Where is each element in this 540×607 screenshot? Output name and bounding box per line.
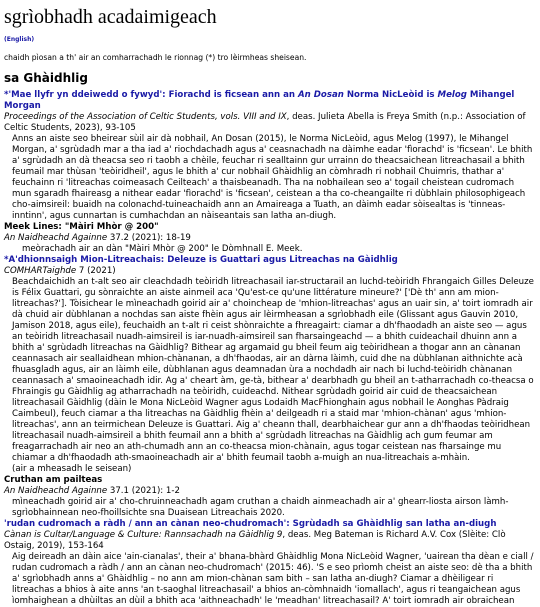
entry-note: (air a mheasadh le seisean): [12, 464, 132, 474]
section-heading: sa Ghàidhlig: [4, 71, 88, 85]
entry-source-rest: 37.2 (2021): 18-19: [107, 233, 191, 243]
entry-title: Cruthan am pailteas: [4, 475, 103, 485]
entry-title[interactable]: [4, 519, 536, 530]
entry-title-link[interactable]: *A'dhionnsaigh Mion-Litreachais: Deleuze is Guattari agus Litreachas na Gàidhlig: [4, 255, 398, 265]
english-link[interactable]: (English): [4, 36, 35, 43]
entry-source-rest: 37.1 (2021): 1-2: [107, 486, 180, 496]
entry-title-part[interactable]: Mihangel Morgan: [4, 90, 515, 111]
entry-title-link[interactable]: 'rudan cudromach a ràdh / ann an cànan neo-chudromach': Sgrùdadh sa Ghàidhlig san latha an-diugh: [4, 519, 497, 529]
publication-entry: [4, 90, 536, 222]
entry-abstract: mìneachadh goirid air a' cho-chruinneachadh agam cruthan a chaidh ainmeachadh air a' ghearr-liosta airson làmh-sgrìobhainnean neo-fhoillsichte sna Duaisean Litreachais 2020.: [12, 497, 509, 518]
entry-source-rest: , deas. Meg Bateman is Richard A.V. Cox (Slèite: Clò Ostaig, 2019), 153-164: [4, 530, 506, 551]
entry-source-italic: An Naidheachd Againne: [4, 486, 108, 496]
entry-source-rest: , deas. Julieta Abella is Freya Smith (n.p.: Association of Celtic Students, 2023), 93-105: [4, 112, 526, 133]
entry-abstract: Aig deireadh an dàin aice 'ain-cianalas', their a' bhana-bhàrd Ghàidhlig Mona NicLeòid Wagner, 'uairean tha dèan e ciall / rudan cudromach a ràdh / ann an cànan neo-chudromach' (2015: 46). 'S e seo prìomh cheist an aiste seo: dè tha a bhith a' sgrìobhadh anns a' Ghàidhlig – no ann am mion-chànan sam bith – san latha an-diugh? Ciamar a dhèiligear ri litreachas a bhios à aite anns 'an t-saoghal litreachasail' a bhios an-còmhnaidh 'iomallach', agus ri teangaichean agus ìomhaighean a dhùiltas an dùil a bhith aca 'aithneachadh' le 'meadhan' litreachasail? A' toirt iomradh air obraichean: [12, 552, 534, 606]
entry-title-italic[interactable]: Melog: [437, 90, 467, 100]
entry-source-rest: 7 (2021): [76, 266, 116, 276]
intro-text: chaidh pìosan a th' air an comharrachadh le rionnag (*) tro lèirmheas sheisean.: [4, 53, 307, 62]
entry-source: [4, 233, 536, 244]
publication-entry: [4, 519, 536, 607]
english-language-link[interactable]: [4, 34, 536, 45]
entry-source-italic: COMHARTaighde: [4, 266, 77, 276]
entry-source: [4, 530, 536, 552]
entry-source: [4, 112, 536, 134]
entry-title-italic[interactable]: An Dosan: [298, 90, 344, 100]
entry-source: [4, 486, 536, 497]
page-title: sgrìobhadh acadaimigeach: [4, 6, 217, 28]
entry-abstract: Beachdaichidh an t-alt seo air cleachdadh teòiridh litreachasail iar-structarail an luchd-teòiridh Fhrangaich Gilles Deleuze is Félix Guattari, gu sònraichte an aiste ainmeil aca 'Qu'est-ce qu'une littérature mineure?' ['Dè th' ann am mion-litreachas?']. Tòisichear le mìneachadh goirid air a' choincheap de 'mhion-litreachas' agus an uair sin, a' toirt iomradh air dà chuid air dùbhlanan a nochdas san aiste fhèin agus air lèirmheasan a sgrìobhadh eile (Glissant agus Gauvin 2010, Jamison 2018, agus eile), feuchaidh an t-alt ri ceist shònraichte a fhreagairt: ciamar a dh'fhaodadh an aiste seo — agus an teòiridh litreachasail nuadh-aimsireil is iar-nuadh-aimsireil san fharsaingeachd — a bhith cuideachail dhuinn ann a bhith a' sgrùdadh litreachas na Gàidhlig? Bithear ag argamaid gu bheil feum aig teòiridhean a thogar ann an cànanan ceannasach air seallaidhean mhion-chànanan, a dh'fhaodas, air an dàrna làimh, cuid dhe na dùbhlanan aithnichte acà fhuasgladh agus, air an làimh eile, dùbhlanan agus deamnadan ùra a nochdadh air nach bi luchd-teòiridh chànanan ceannasach a' smaoineachadh idir. Ag a' cheart àm, ge-tà, bithear a' dearbhadh gu bheil an t-atharrachadh co-theacsa o Fhraingis gu Gàidhlig ag atharrachadh na teòiridh, cuideachd. Nithear sgrùdadh goirid air cuid de theacsaichean litreachasail Gàidhlig (dàin le Mona NicLeòid Wagner agus Lodaidh MacFhionghain agus nobhail le Aonghas Pàdraig Caimbeul), feuch ciamar a tha litreachas na Gàidhlig fhèin a' deilgeadh ri a staid mar 'mhion-chànan' agus 'mhion-litreachas', ann an teirmichean Deleuze is Guattari. Aig a' cheann thall, dearbhaichear gur ann a dh'fhaodas teòiridhean litreachasail nuadh-aimsireil a bhith feumail ann a bhith a' sgrùdadh litreachas na Gàidhlig ach gum feumar am freagarrachadh air neo an ath-chumadh ann an co-theacsa mion-chànain, agus togar ceistean nas fharsainge mu chiamar a dh'fhaodadh ath-smaoineachadh air a' bhith feumail taobh a-muigh an nua-litreachais a-mhàin.: [12, 277, 534, 463]
entry-title[interactable]: [4, 90, 536, 112]
entry-source: [4, 266, 536, 277]
entry-source-italic: Cànan is Cultar/Language & Culture: Rannsachadh na Gàidhlig 9: [4, 530, 283, 540]
publication-entry: [4, 222, 536, 255]
publication-entry: [4, 475, 536, 519]
entry-title-part[interactable]: *'Mae llyfr yn ddeiwedd o fywyd': Fiorachd is ficsean ann an: [4, 90, 299, 100]
publication-entry: [4, 255, 536, 475]
entry-title[interactable]: [4, 255, 536, 266]
entry-abstract: meòrachadh air an dàn "Màiri Mhòr @ 200" le Dòmhnall E. Meek.: [22, 244, 303, 254]
entry-source-italic: An Naidheachd Againne: [4, 233, 108, 243]
entry-source-italic: Proceedings of the Association of Celtic Students, vols. VIII and IX: [4, 112, 287, 122]
entry-abstract: Anns an aiste seo bheirear sùil air dà nobhail, An Dosan (2015), le Norma NicLeòid, agus Melog (1997), le Mihangel Morgan, a' sgrùdadh mar a tha iad a' riochdachadh agus a' ceasnachadh na dàimhe eadar 'fìorachd' is 'ficsean'. Le bhith a' sgrùdadh an dà theacsa seo ri taobh a chèile, feuchar ri sealltainn gur urrainn do theacsaichean litreachasail a bhith feumail mar thùsan 'teòiridheil', agus le bhith a' cur nobhail Ghàidhlig an còmhradh ri nobhail Chuimris, thathar a' feuchainn ri 'litreachas coimeasach Ceilteach' a thaisbeanadh. Tha na nobhailean seo a' togail cheistean cudromach mun sgaradh fhaireasg a nithear eadar 'fìorachd' is 'ficsean', ceistean a tha co-cheangailte ri dùbhlain philosophigeach cho-aimsireil: buaidh na colonachd-tuineachaidh ann an Amaireaga a Tuath, an dàimh eadar sòisealtas is 'tinneas-inntinn', agus cunnartan is cumhachdan an nàiseantais san latha an-diugh.: [12, 134, 533, 221]
entry-title-part[interactable]: Norma NicLeòid is: [343, 90, 438, 100]
entry-title: Meek Lines: "Màiri Mhòr @ 200": [4, 222, 159, 232]
